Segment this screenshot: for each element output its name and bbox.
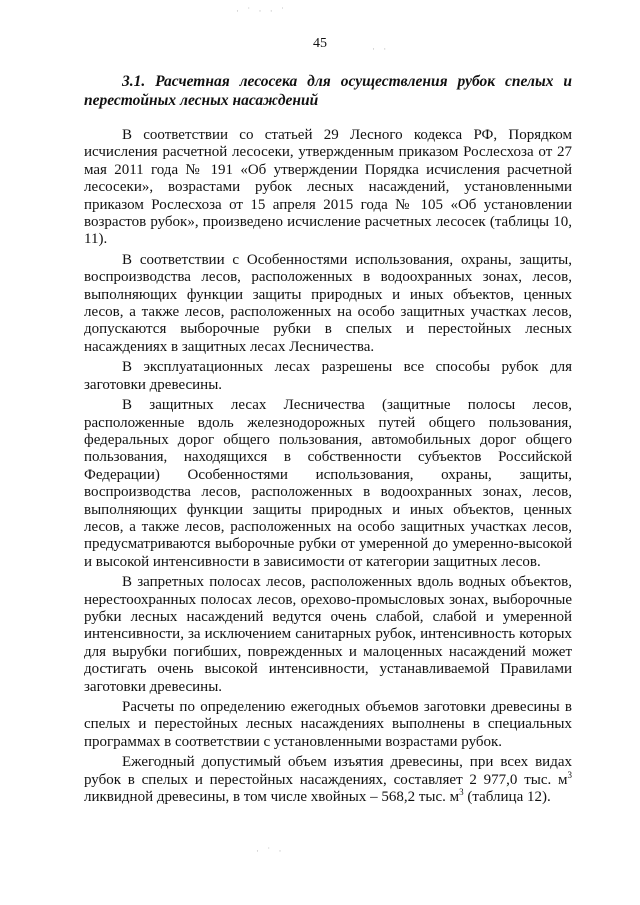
scan-artifact: · ˙ · [256, 846, 285, 856]
body-text [84, 127, 572, 809]
paragraph-legal-basis: В соответствии со статьей 29 Лесного кодекса РФ, Порядком исчисления расчетной лесосеки, утвержденным приказом Рослесхоза от 27 мая 2011 года № 191 «Об утверждении Порядка исчисления расчетной лесосеки», возрастами рубок лесных насаждений, установленными приказом Рослесхоза от 15 апреля 2015 года № 105 «Об установлении возрастов рубок», произведено исчисление расчетных лесосек (таблицы 10, 11). [84, 127, 572, 248]
page-number: 45 [313, 36, 327, 51]
cubic-superscript: 3 [459, 787, 464, 798]
coniferous-volume-text: ликвидной древесины, в том числе хвойных – 568,2 тыс. м [84, 789, 460, 806]
paragraph-annual-volume [84, 754, 572, 806]
paragraph-calculations: Расчеты по определению ежегодных объемов заготовки древесины в спелых и перестойных лесных насаждениях выполнены в специальных программах в соответствии с установленными возрастами рубок. [84, 699, 572, 750]
scan-artifact: · ˙ · · ˙ [236, 6, 287, 16]
cubic-superscript: 3 [567, 769, 572, 780]
annual-volume-text: Ежегодный допустимый объем изъятия древесины, при всех видах рубок в спелых и перестойных насаждениях, составляет 2 977,0 тыс. м [84, 754, 572, 788]
paragraph-protective-forests: В защитных лесах Лесничества (защитные полосы лесов, расположенные вдоль железнодорожных путей общего пользования, федеральных дорог общего пользования, автомобильных дорог общего пользования, находящихся в собственности субъектов Российской Федерации) Особенностями использования, охраны, защиты, воспроизводства лесов, расположенных в водоохранных зонах, лесов, выполняющих функции защиты природных и иных объектов, ценных лесов, а также лесов, расположенных на особо защитных участках лесов, предусматриваются выборочные рубки от умеренной до умеренно-высокой и высокой интенсивности в зависимости от категории защитных лесов. [84, 397, 572, 570]
paragraph-restricted-strips: В запретных полосах лесов, расположенных вдоль водных объектов, нерестоохранных полосах лесов, орехово-промысловых зонах, выборочные рубки лесных насаждений ведутся очень слабой, слабой и умеренной интенсивности, за исключением санитарных рубок, интенсивность которых для вырубки погибших, поврежденных и малоценных насаждений может достигать очень высокой интенсивности, устанавливаемой Правилами заготовки древесины. [84, 574, 572, 695]
paragraph-exploitation-forests: В эксплуатационных лесах разрешены все способы рубок для заготовки древесины. [84, 359, 572, 393]
table-reference-text: (таблица 12). [463, 789, 551, 806]
scan-artifact: · · [372, 44, 390, 54]
section-heading: 3.1. Расчетная лесосека для осуществления рубок спелых и перестойных лесных насаждений [84, 73, 572, 109]
paragraph-selective-cuttings: В соответствии с Особенностями использования, охраны, защиты, воспроизводства лесов, расположенных в водоохранных зонах, лесов, выполняющих функции защиты природных и иных объектов, ценных лесов, а также лесов, расположенных на особо защитных участках лесов, допускаются выборочные рубки в спелых и перестойных лесных насаждениях в защитных лесах Лесничества. [84, 251, 572, 355]
